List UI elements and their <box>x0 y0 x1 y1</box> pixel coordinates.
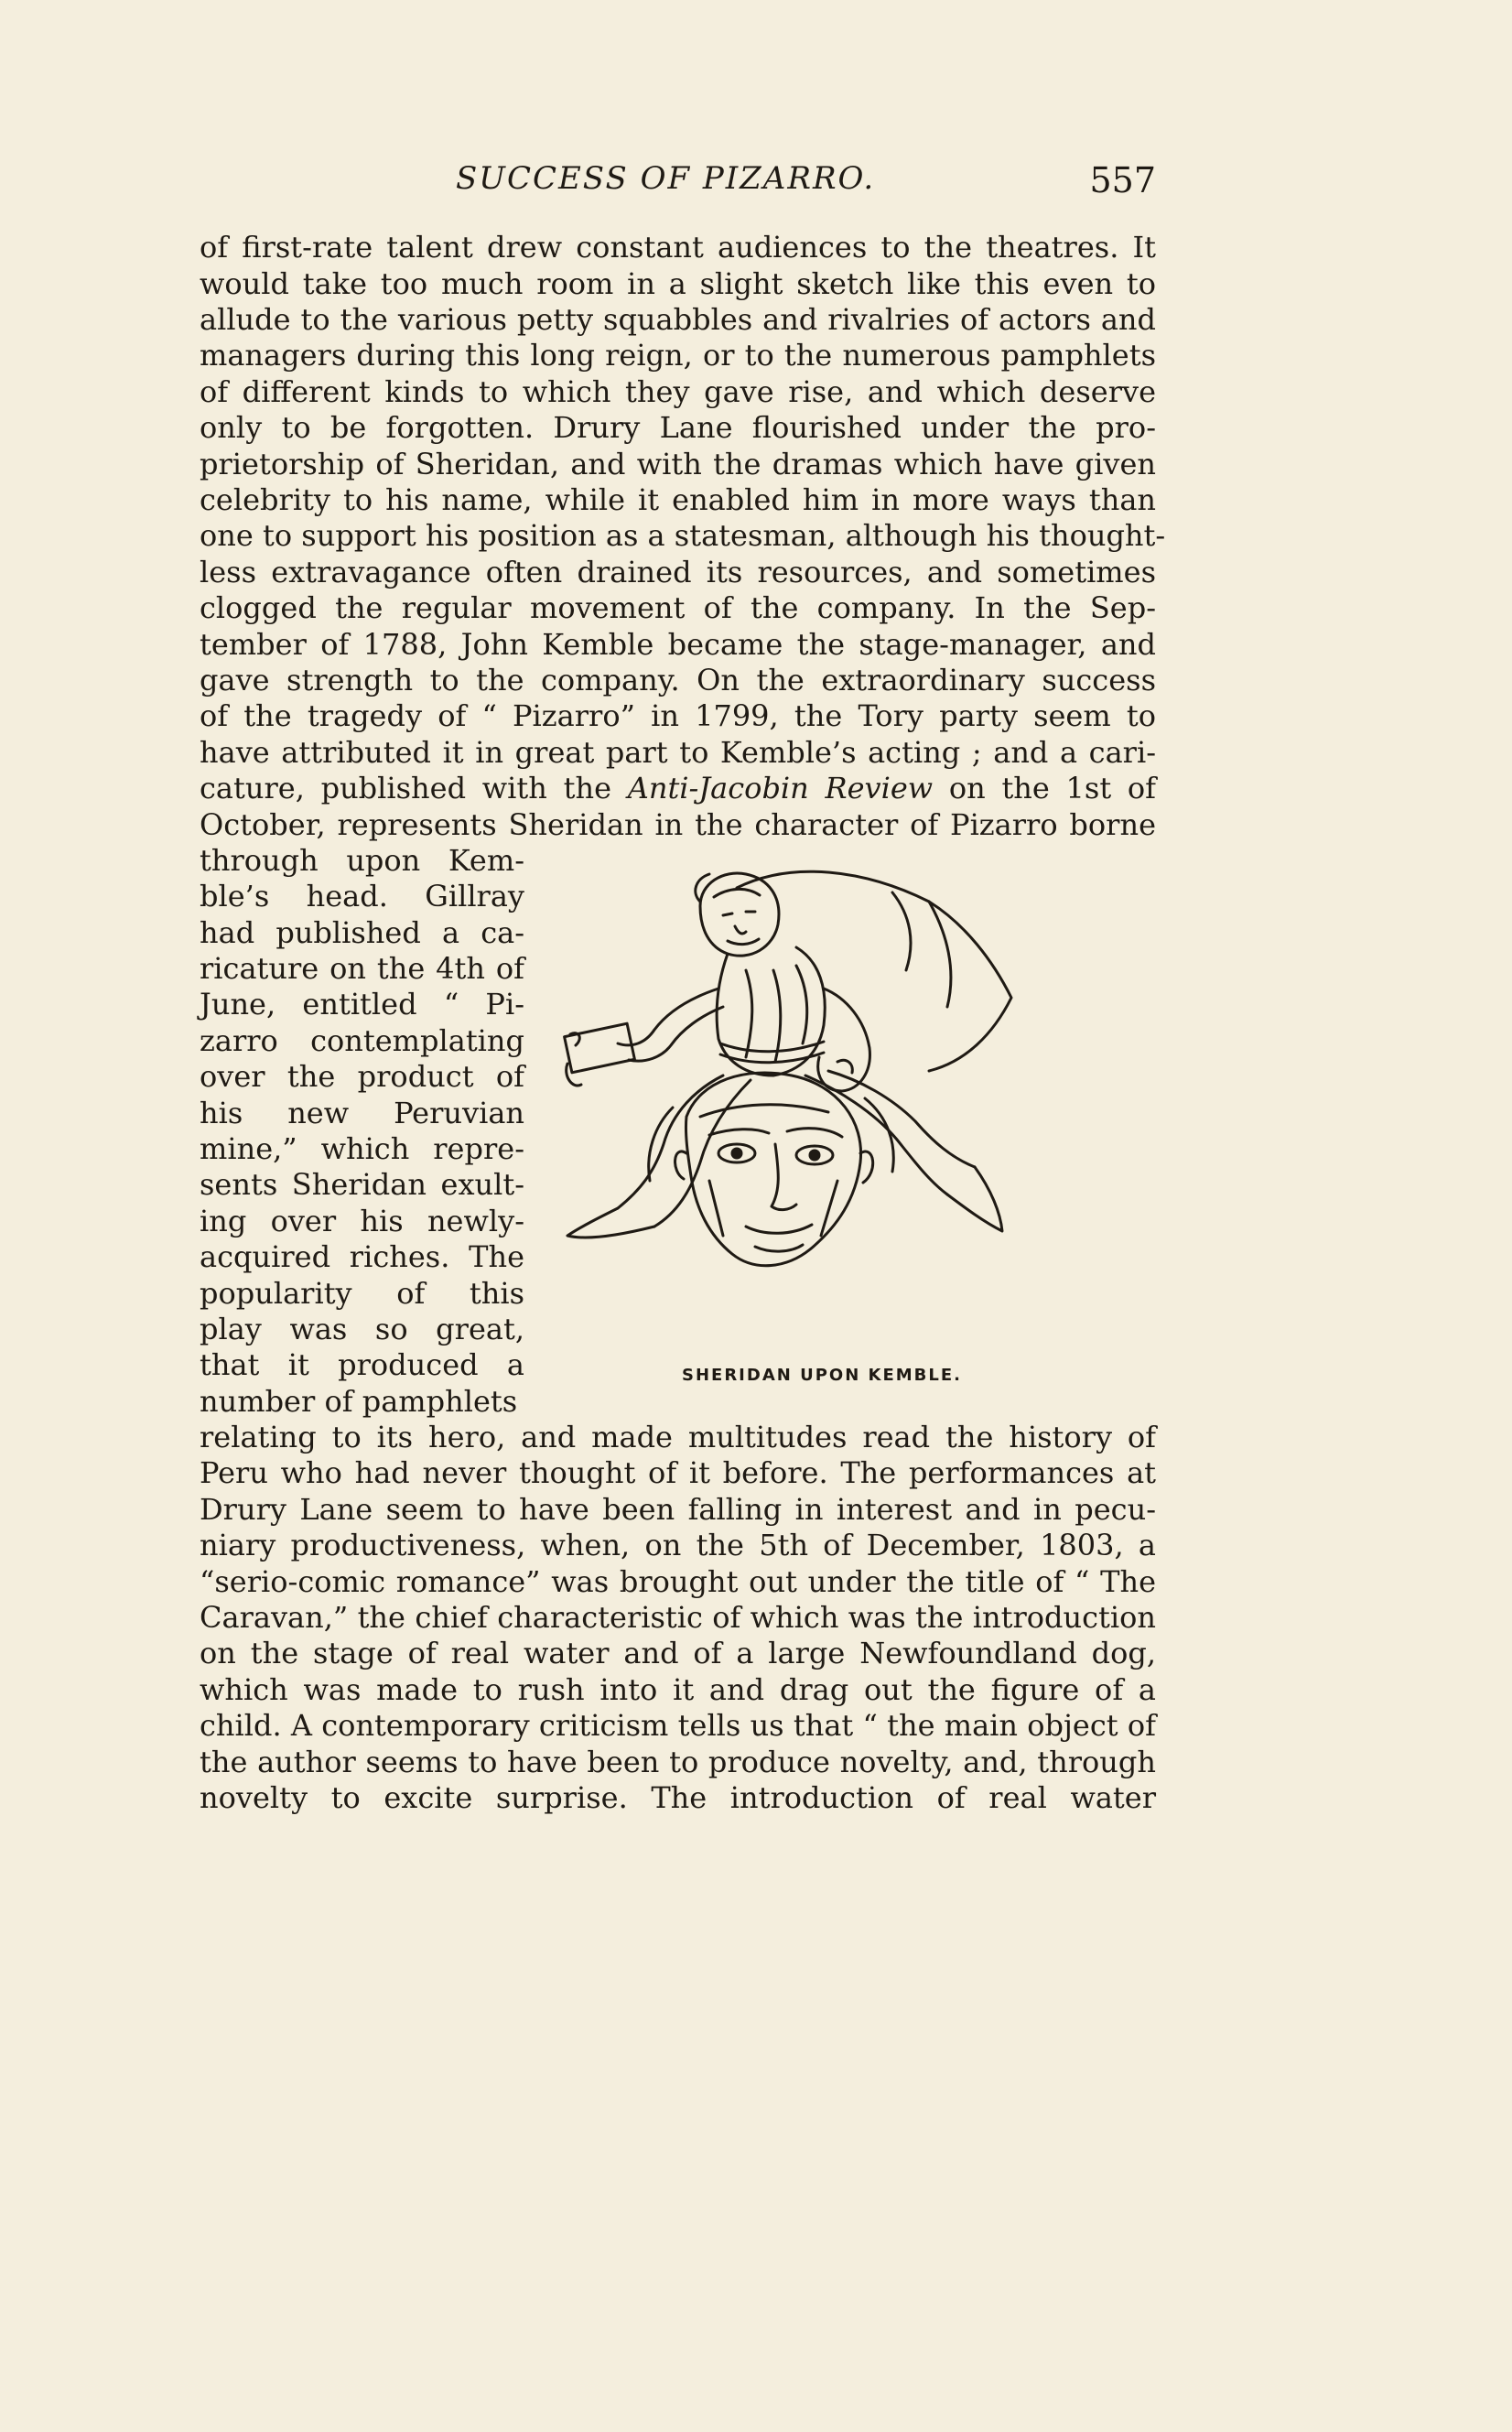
text-line: gave strength to the company. On the extraordinary success <box>200 663 1156 697</box>
text-line: less extravagance often drained its resources, and sometimes <box>200 555 1156 589</box>
text-line-pre: cature, published with the <box>200 771 628 805</box>
text-line: October, represents Sheridan in the character of Pizarro borne <box>200 807 1156 842</box>
sheridan-upon-kemble-engraving <box>563 851 1126 1364</box>
wrap-line: sents Sheridan exult- <box>200 1167 524 1202</box>
text-line: on the stage of real water and of a large Newfoundland dog, <box>200 1636 1156 1670</box>
wrap-line: popularity of this <box>200 1276 524 1311</box>
text-line: only to be forgotten. Drury Lane flourished under the pro- <box>200 410 1156 445</box>
text-line: “serio-comic romance” was brought out under the title of “ The <box>200 1564 1156 1599</box>
wrap-line: his new Peruvian <box>200 1096 524 1130</box>
wrap-line: June, entitled “ Pi- <box>200 987 524 1021</box>
wrap-line: play was so great, <box>200 1312 524 1346</box>
wrap-line: ble’s head. Gillray <box>200 879 524 913</box>
caricature-illustration <box>563 851 1126 1400</box>
journal-title: Anti-Jacobin Review <box>627 771 934 805</box>
text-line: tember of 1788, John Kemble became the stage-manager, and <box>200 627 1156 662</box>
text-line: of first-rate talent drew constant audiences to the theatres. It <box>200 230 1156 265</box>
wrap-line: zarro contemplating <box>200 1023 524 1058</box>
wrap-line: ricature on the 4th of <box>200 951 524 986</box>
wrap-line: ing over his newly- <box>200 1204 524 1238</box>
text-line: which was made to rush into it and drag out the figure of a <box>200 1672 1156 1707</box>
text-line: clogged the regular movement of the company. In the Sep- <box>200 590 1156 625</box>
text-line: of the tragedy of “ Pizarro” in 1799, the Tory party seem to <box>200 698 1156 733</box>
text-line: of different kinds to which they gave rise, and which deserve <box>200 374 1156 409</box>
text-line: novelty to excite surprise. The introduction of real water <box>200 1780 1156 1815</box>
page-header <box>200 160 1156 215</box>
text-line: one to support his position as a statesman, although his thought- <box>200 518 1166 553</box>
wrap-line: had published a ca- <box>200 915 524 950</box>
text-line: niary productiveness, when, on the 5th of December, 1803, a <box>200 1528 1156 1562</box>
text-line: the author seems to have been to produce novelty, and, through <box>200 1745 1156 1779</box>
text-line: Caravan,” the chief characteristic of which was the introduction <box>200 1600 1156 1635</box>
text-line: prietorship of Sheridan, and with the dramas which have given <box>200 447 1156 481</box>
text-line: Peru who had never thought of it before. The performances at <box>200 1455 1156 1490</box>
figure-caption: SHERIDAN UPON KEMBLE. <box>682 1366 963 1385</box>
text-line: managers during this long reign, or to the numerous pamphlets <box>200 338 1156 373</box>
page-number: 557 <box>1089 160 1156 200</box>
text-line-post: on the 1st of <box>933 771 1157 805</box>
text-line: allude to the various petty squabbles and rivalries of actors and <box>200 302 1156 337</box>
wrap-line: acquired riches. The <box>200 1239 524 1274</box>
text-line <box>200 770 1156 806</box>
wrap-line: that it produced a <box>200 1347 524 1382</box>
text-line: celebrity to his name, while it enabled him in more ways than <box>200 482 1156 517</box>
text-line: child. A contemporary criticism tells us that “ the main object of <box>200 1708 1156 1743</box>
text-line: would take too much room in a slight sketch like this even to <box>200 266 1156 301</box>
text-line: have attributed it in great part to Kemble’s acting ; and a cari- <box>200 735 1156 770</box>
text-line: Drury Lane seem to have been falling in interest and in pecu- <box>200 1492 1156 1527</box>
running-title: SUCCESS OF PIZARRO. <box>456 160 876 197</box>
wrap-line: mine,” which repre- <box>200 1131 524 1166</box>
wrap-line: through upon Kem- <box>200 843 524 878</box>
wrap-line: number of pamphlets <box>200 1384 518 1419</box>
wrap-line: over the product of <box>200 1059 524 1094</box>
text-line: relating to its hero, and made multitudes read the history of <box>200 1420 1156 1454</box>
